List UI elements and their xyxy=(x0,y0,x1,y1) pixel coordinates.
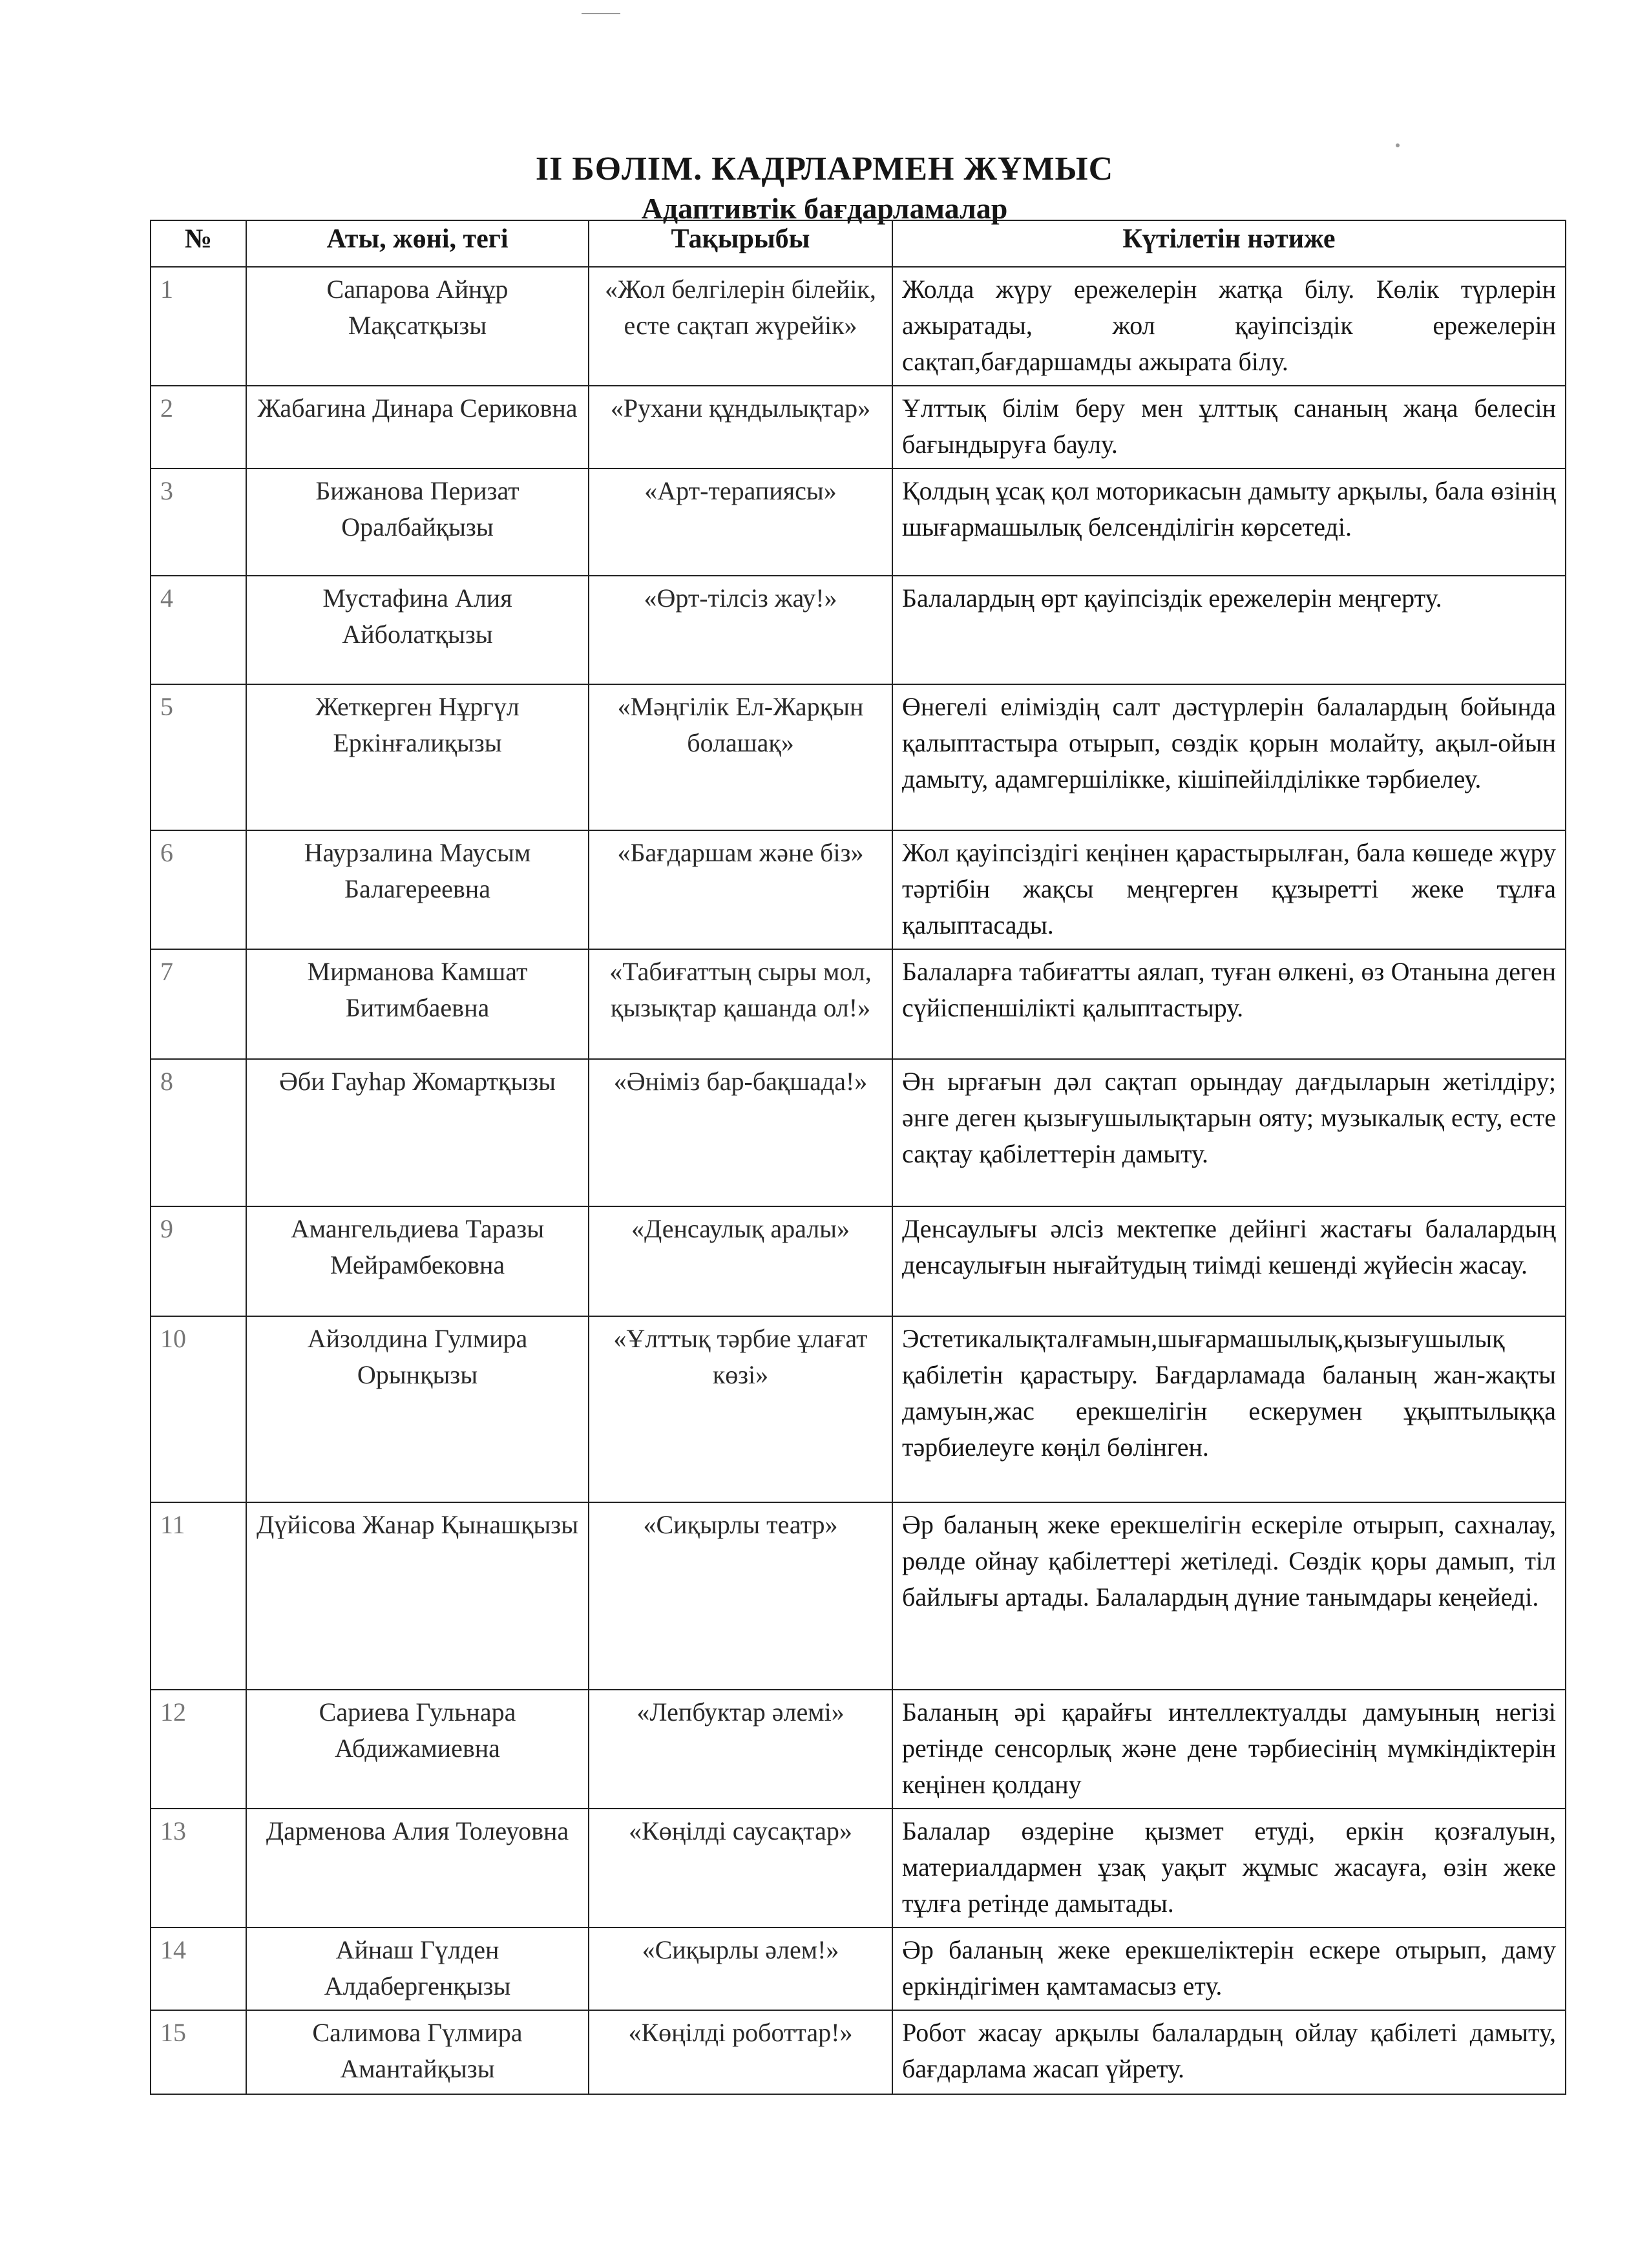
expected-result: Эстетикалықталғамын,шығармашылық,қызығушылық қабілетін қарастыру. Бағдарламада баланың жан-жақты дамуын,жас ерекшелігін ескерумен ұқыптылыққа тәрбиелеуге көңіл бөлінген. xyxy=(892,1316,1566,1502)
row-number: 7 xyxy=(151,949,246,1059)
teacher-name: Жеткерген Нұргүл Еркінғалиқызы xyxy=(246,684,589,830)
expected-result: Әр баланың жеке ерекшелігін ескеріле отырып, сахналау, рөлде ойнау қабілеттері жетіледі. Сөздік қоры дамып, тіл байлығы артады. Балалардың дүние танымдары кеңейеді. xyxy=(892,1502,1566,1690)
program-topic: «Сиқырлы театр» xyxy=(589,1502,892,1690)
expected-result: Қолдың ұсақ қол моторикасын дамыту арқылы, бала өзінің шығармашылық белсенділігін көрсетеді. xyxy=(892,468,1566,576)
program-topic: «Көңілді роботтар!» xyxy=(589,2010,892,2094)
expected-result: Ән ырғағын дәл сақтап орындау дағдыларын жетілдіру; әнге деген қызығушылықтарын ояту; музыкалық есту, есте сақтау қабілеттерін дамыту. xyxy=(892,1059,1566,1206)
table-row xyxy=(151,684,1566,830)
table-row xyxy=(151,830,1566,949)
table-row xyxy=(151,1059,1566,1206)
row-number: 2 xyxy=(151,386,246,468)
program-topic: «Жол белгілерін білейік, есте сақтап жүрейік» xyxy=(589,267,892,386)
section-subtitle: Адаптивтік бағдарламалар xyxy=(641,192,1008,225)
expected-result: Баланың әрі қарайғы интеллектуалды дамуының негізі ретінде сенсорлық және дене тәрбиесінің мүмкіндіктерін кеңінен қолдану xyxy=(892,1690,1566,1809)
row-number: 10 xyxy=(151,1316,246,1502)
expected-result: Балалардың өрт қауіпсіздік ережелерін меңгерту. xyxy=(892,576,1566,684)
table-row xyxy=(151,468,1566,576)
scan-mark xyxy=(582,13,620,14)
teacher-name: Дүйісова Жанар Қынашқызы xyxy=(246,1502,589,1690)
program-topic: «Бағдаршам және біз» xyxy=(589,830,892,949)
section-title: II БӨЛІМ. КАДРЛАРМЕН ЖҰМЫС xyxy=(535,151,1114,187)
teacher-name: Бижанова Перизат Оралбайқызы xyxy=(246,468,589,576)
row-number: 15 xyxy=(151,2010,246,2094)
table-row xyxy=(151,386,1566,468)
scan-mark xyxy=(1396,143,1400,147)
row-number: 12 xyxy=(151,1690,246,1809)
teacher-name: Сапарова Айнұр Мақсатқызы xyxy=(246,267,589,386)
row-number: 4 xyxy=(151,576,246,684)
teacher-name: Әби Гауһар Жомартқызы xyxy=(246,1059,589,1206)
program-topic: «Әніміз бар-бақшада!» xyxy=(589,1059,892,1206)
row-number: 11 xyxy=(151,1502,246,1690)
teacher-name: Амангельдиева Таразы Мейрамбековна xyxy=(246,1206,589,1316)
expected-result: Өнегелі еліміздің салт дәстүрлерін балалардың бойында қалыптастыра отырып, сөздік қорын молайту, ақыл-ойын дамыту, адамгершілікке, кішіпейілділікке тәрбиелеу. xyxy=(892,684,1566,830)
row-number: 3 xyxy=(151,468,246,576)
row-number: 1 xyxy=(151,267,246,386)
program-topic: «Лепбуктар әлемі» xyxy=(589,1690,892,1809)
teacher-name: Дарменова Алия Толеуовна xyxy=(246,1809,589,1927)
table-row xyxy=(151,1690,1566,1809)
teacher-name: Салимова Гүлмира Амантайқызы xyxy=(246,2010,589,2094)
program-topic: «Арт-терапиясы» xyxy=(589,468,892,576)
teacher-name: Айзолдина Гулмира Орынқызы xyxy=(246,1316,589,1502)
table-row xyxy=(151,1809,1566,1927)
teacher-name: Жабагина Динара Сериковна xyxy=(246,386,589,468)
row-number: 14 xyxy=(151,1927,246,2010)
teacher-name: Сариева Гульнара Абдижамиевна xyxy=(246,1690,589,1809)
table-row xyxy=(151,949,1566,1059)
expected-result: Жол қауіпсіздігі кеңінен қарастырылған, бала көшеде жүру тәртібін жақсы меңгерген құзыретті жеке тұлға қалыптасады. xyxy=(892,830,1566,949)
program-topic: «Сиқырлы әлем!» xyxy=(589,1927,892,2010)
expected-result: Робот жасау арқылы балалардың ойлау қабілеті дамыту, бағдарлама жасап үйрету. xyxy=(892,2010,1566,2094)
table-row xyxy=(151,1206,1566,1316)
program-topic: «Табиғаттың сыры мол, қызықтар қашанда ол!» xyxy=(589,949,892,1059)
teacher-name: Мустафина Алия Айболатқызы xyxy=(246,576,589,684)
expected-result: Балалар өздеріне қызмет етуді, еркін қозғалуын, материалдармен ұзақ уақыт жұмыс жасауға, өзін жеке тұлға ретінде дамытады. xyxy=(892,1809,1566,1927)
row-number: 8 xyxy=(151,1059,246,1206)
expected-result: Балаларға табиғатты аялап, туған өлкені, өз Отанына деген сүйіспеншілікті қалыптастыру. xyxy=(892,949,1566,1059)
table-row xyxy=(151,1927,1566,2010)
header-topic: Тақырыбы xyxy=(589,220,892,267)
teacher-name: Наурзалина Маусым Балагереевна xyxy=(246,830,589,949)
table-row xyxy=(151,576,1566,684)
program-topic: «Өрт-тілсіз жау!» xyxy=(589,576,892,684)
table-row xyxy=(151,267,1566,386)
programs-table xyxy=(150,220,1566,2095)
expected-result: Ұлттық білім беру мен ұлттық сананың жаңа белесін бағындыруға баулу. xyxy=(892,386,1566,468)
table-row xyxy=(151,1316,1566,1502)
program-topic: «Көңілді саусақтар» xyxy=(589,1809,892,1927)
expected-result: Денсаулығы әлсіз мектепке дейінгі жастағы балалардың денсаулығын нығайтудың тиімді кешенді жүйесін жасау. xyxy=(892,1206,1566,1316)
row-number: 6 xyxy=(151,830,246,949)
teacher-name: Мирманова Камшат Битимбаевна xyxy=(246,949,589,1059)
table-header-row xyxy=(151,220,1566,267)
teacher-name: Айнаш Гүлден Алдабергенқызы xyxy=(246,1927,589,2010)
row-number: 5 xyxy=(151,684,246,830)
program-topic: «Мәңгілік Ел-Жарқын болашақ» xyxy=(589,684,892,830)
table-row xyxy=(151,1502,1566,1690)
header-num: № xyxy=(151,220,246,267)
program-topic: «Рухани құндылықтар» xyxy=(589,386,892,468)
program-topic: «Денсаулық аралы» xyxy=(589,1206,892,1316)
header-name: Аты, жөні, тегі xyxy=(246,220,589,267)
row-number: 9 xyxy=(151,1206,246,1316)
expected-result: Жолда жүру ережелерін жатқа білу. Көлік түрлерін ажыратады, жол қауіпсіздік ережелерін сақтап,бағдаршамды ажырата білу. xyxy=(892,267,1566,386)
table-row xyxy=(151,2010,1566,2094)
expected-result: Әр баланың жеке ерекшеліктерін ескере отырып, даму еркіндігімен қамтамасыз ету. xyxy=(892,1927,1566,2010)
program-topic: «Ұлттық тәрбие ұлағат көзі» xyxy=(589,1316,892,1502)
row-number: 13 xyxy=(151,1809,246,1927)
header-result: Күтілетін нәтиже xyxy=(892,220,1566,267)
